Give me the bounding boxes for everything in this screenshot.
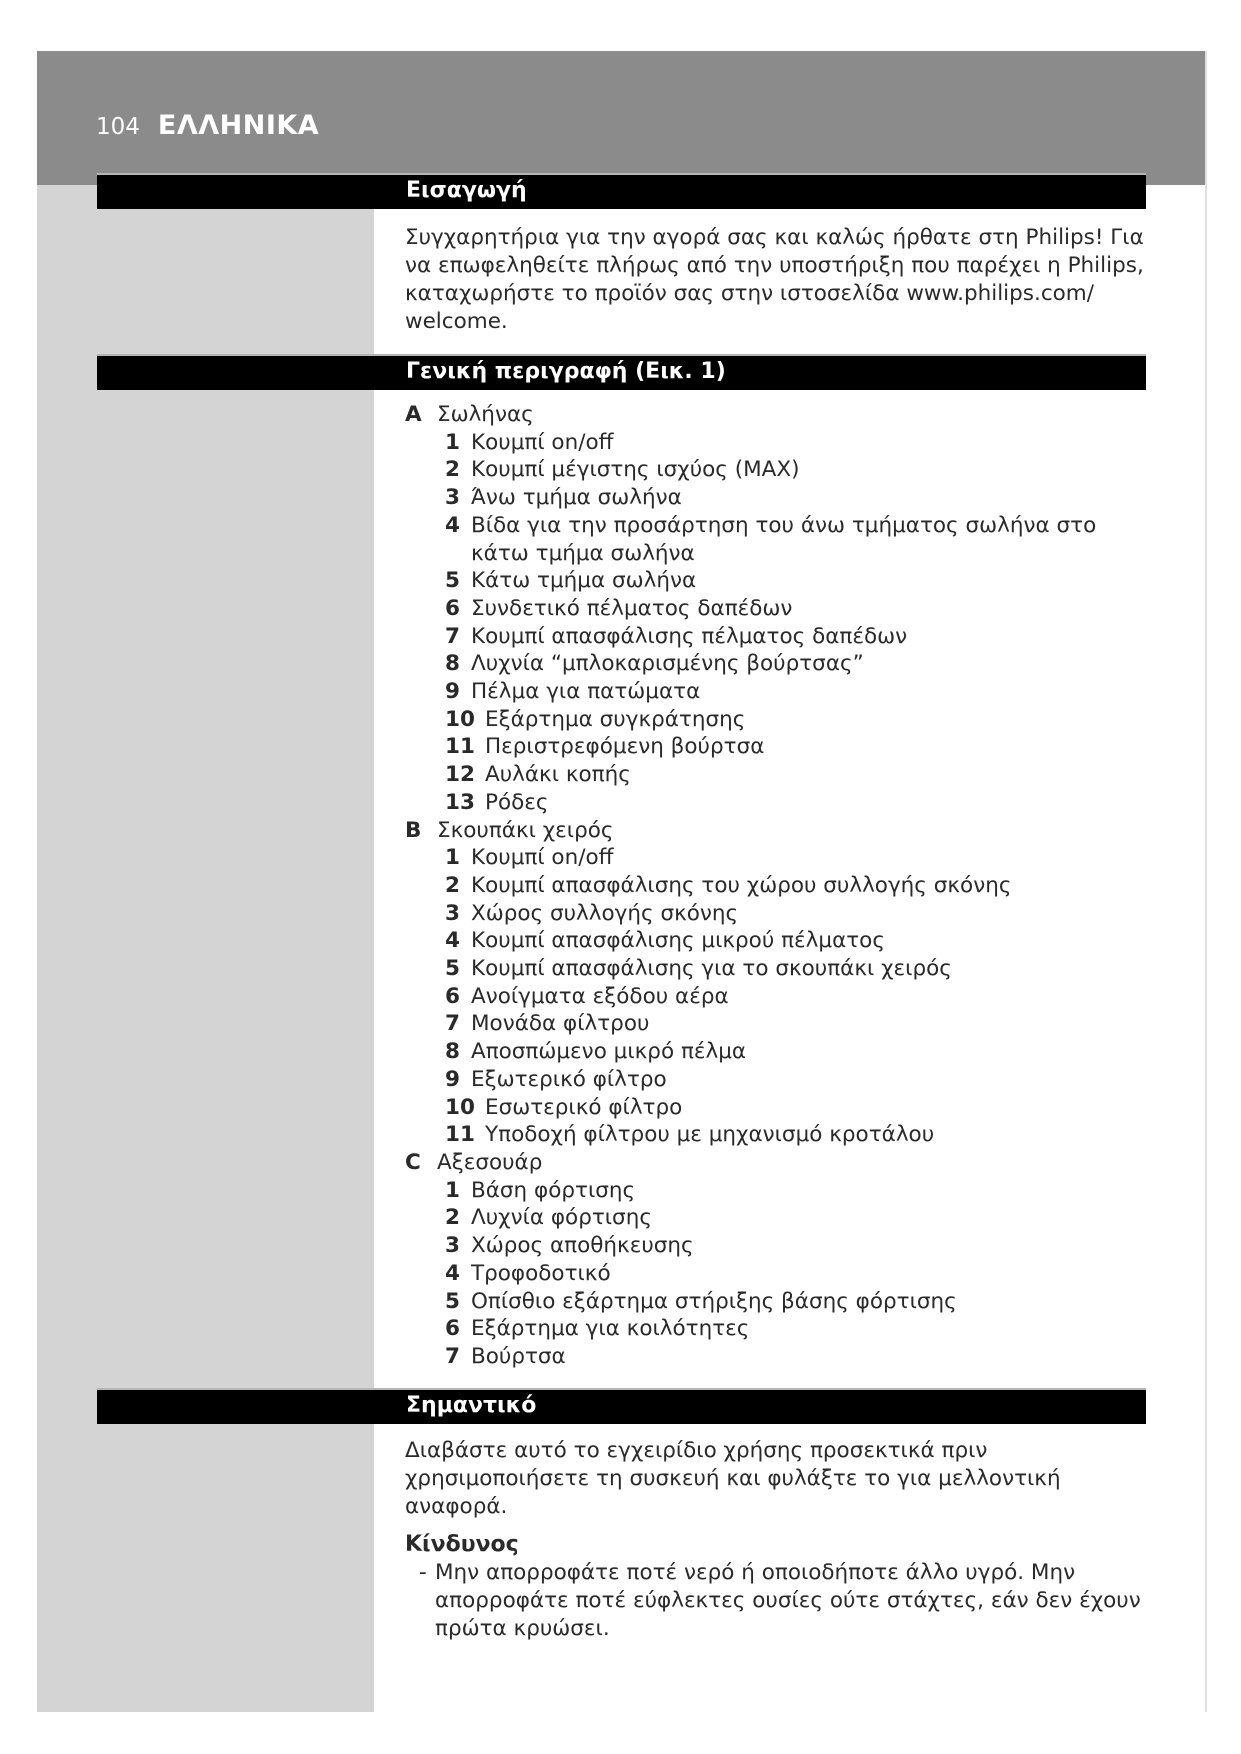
item-number: 7 (445, 623, 460, 649)
item-number: 5 (445, 568, 460, 594)
list-item (405, 955, 1145, 983)
group-heading (405, 401, 1145, 429)
list-item (405, 650, 1145, 678)
group-heading (405, 817, 1145, 845)
item-text: Περιστρεφόμενη βούρτσα (485, 734, 765, 760)
item-number: 7 (445, 1343, 460, 1369)
item-text: Κουμπί απασφάλισης του χώρου συλλογής σκόνης (471, 872, 1012, 898)
list-item (405, 1094, 1145, 1122)
item-number: 3 (445, 485, 460, 511)
page-language: ΕΛΛΗΝΙΚΑ (157, 110, 320, 141)
item-text: Συνδετικό πέλματος δαπέδων (471, 595, 793, 621)
item-text: Υποδοχή φίλτρου με μηχανισμό κροτάλου (485, 1122, 935, 1148)
list-item (405, 761, 1145, 789)
item-text: Κουμπί απασφάλισης για το σκουπάκι χειρός (471, 956, 952, 982)
list-item (405, 733, 1145, 761)
item-text: Χώρος συλλογής σκόνης (471, 900, 739, 926)
item-number: 10 (445, 706, 475, 732)
item-number: 9 (445, 1066, 460, 1092)
list-item (405, 1288, 1145, 1316)
item-number: 2 (445, 872, 460, 898)
item-text: Κουμπί απασφάλισης πέλματος δαπέδων (471, 623, 908, 649)
dash-bullet: - (419, 1560, 427, 1585)
list-item (405, 1177, 1145, 1205)
item-number: 13 (445, 789, 475, 815)
list-item (405, 872, 1145, 900)
item-number: 1 (445, 845, 460, 871)
group-label: Σωλήνας (437, 402, 534, 427)
item-number: 6 (445, 1316, 460, 1342)
list-item (405, 1343, 1145, 1371)
section-title-general: Γενική περιγραφή (Εικ. 1) (406, 359, 726, 384)
list-item (405, 678, 1145, 706)
item-text: Άνω τμήμα σωλήνα (471, 485, 682, 511)
item-number: 6 (445, 983, 460, 1009)
list-item (405, 1038, 1145, 1066)
item-text: Εσωτερικό φίλτρο (485, 1094, 683, 1120)
item-number: 7 (445, 1011, 460, 1037)
page-number: 104 (96, 114, 140, 140)
item-number: 5 (445, 956, 460, 982)
danger-heading: Κίνδυνος (405, 1532, 519, 1557)
list-item (405, 927, 1145, 955)
list-item (405, 900, 1145, 928)
group-heading (405, 1149, 1145, 1177)
section-title-important: Σημαντικό (406, 1393, 537, 1418)
list-item (405, 512, 1145, 567)
item-text: Κουμπί μέγιστης ισχύος (MAX) (471, 457, 800, 483)
item-text: Κάτω τμήμα σωλήνα (471, 568, 697, 594)
item-text: Χώρος αποθήκευσης (471, 1233, 694, 1259)
item-number: 4 (445, 512, 460, 538)
item-text: Αποσπώμενο μικρό πέλμα (471, 1039, 747, 1065)
item-text: Λυχνία φόρτισης (471, 1205, 652, 1231)
group-label: Σκουπάκι χειρός (437, 817, 614, 843)
item-number: 3 (445, 900, 460, 926)
section-title-intro: Εισαγωγή (406, 178, 527, 203)
item-text: Ανοίγματα εξόδου αέρα (471, 983, 729, 1009)
intro-line: καταχωρήστε το προϊόν σας στην ιστοσελίδα www.philips.com/ (405, 281, 1094, 306)
item-number: 2 (445, 1205, 460, 1231)
group-letter: A (405, 402, 422, 427)
general-description-list (405, 401, 1145, 1371)
list-item (405, 1204, 1145, 1232)
item-text: Μονάδα φίλτρου (471, 1011, 650, 1037)
item-number: 10 (445, 1094, 475, 1120)
list-item (405, 456, 1145, 484)
list-item (405, 706, 1145, 734)
item-text: Βίδα για την προσάρτηση του άνω τμήματος σωλήνα στο κάτω τμήμα σωλήνα (471, 512, 1097, 566)
item-number: 1 (445, 1177, 460, 1203)
item-number: 8 (445, 651, 460, 677)
list-item (405, 789, 1145, 817)
item-number: 2 (445, 457, 460, 483)
list-item (405, 983, 1145, 1011)
section-bar-general (97, 354, 1146, 390)
item-text: Βούρτσα (471, 1343, 566, 1369)
item-number: 5 (445, 1288, 460, 1314)
item-text: Εξάρτημα για κοιλότητες (471, 1316, 750, 1342)
item-text: Λυχνία “μπλοκαρισμένης βούρτσας” (471, 651, 864, 677)
item-number: 11 (445, 734, 475, 760)
group-letter: B (405, 817, 422, 843)
danger-item (405, 1559, 1145, 1643)
item-text: Ρόδες (485, 789, 549, 815)
item-text: Κουμπί απασφάλισης μικρού πέλματος (471, 928, 885, 954)
item-text: Πέλμα για πατώματα (471, 679, 701, 705)
intro-line: welcome. (405, 309, 508, 334)
page-header (96, 110, 319, 141)
danger-item-text: Μην απορροφάτε ποτέ νερό ή οποιοδήποτε άλλο υγρό. Μην απορροφάτε ποτέ εύφλεκτες ουσίες ούτε στάχτες, εάν δεν έχουν πρώτα κρυώσει. (435, 1560, 1141, 1641)
item-text: Κουμπί on/off (471, 429, 614, 455)
item-text: Κουμπί on/off (471, 845, 614, 871)
list-item (405, 1315, 1145, 1343)
list-item (405, 623, 1145, 651)
list-item (405, 567, 1145, 595)
item-number: 1 (445, 429, 460, 455)
list-item (405, 1232, 1145, 1260)
item-text: Εξάρτημα συγκράτησης (485, 706, 746, 732)
item-number: 8 (445, 1039, 460, 1065)
item-text: Τροφοδοτικό (471, 1260, 611, 1286)
list-item (405, 1010, 1145, 1038)
item-number: 4 (445, 1260, 460, 1286)
intro-line: Συγχαρητήρια για την αγορά σας και καλώς ήρθατε στη Philips! Για (405, 225, 1144, 250)
item-text: Εξωτερικό φίλτρο (471, 1066, 667, 1092)
group-label: Αξεσουάρ (437, 1149, 543, 1175)
item-number: 4 (445, 928, 460, 954)
important-line: χρησιμοποιήσετε τη συσκευή και φυλάξτε το για μελλοντική αναφορά. (405, 1466, 1061, 1519)
intro-line: να επωφεληθείτε πλήρως από την υποστήριξη που παρέχει η Philips, (405, 253, 1144, 278)
intro-text (405, 224, 1145, 336)
list-item (405, 429, 1145, 457)
list-item (405, 1066, 1145, 1094)
section-bar-important (97, 1388, 1146, 1424)
list-item (405, 595, 1145, 623)
list-item (405, 1260, 1145, 1288)
item-number: 9 (445, 679, 460, 705)
item-number: 12 (445, 762, 475, 788)
list-item (405, 484, 1145, 512)
group-letter: C (405, 1149, 421, 1175)
section-bar-intro (97, 173, 1146, 209)
item-number: 6 (445, 595, 460, 621)
right-edge-rule (1205, 51, 1207, 1712)
item-text: Βάση φόρτισης (471, 1177, 636, 1203)
side-margin-band (37, 185, 374, 1712)
list-item (405, 844, 1145, 872)
item-number: 3 (445, 1233, 460, 1259)
important-line: Διαβάστε αυτό το εγχειρίδιο χρήσης προσεκτικά πριν (405, 1438, 988, 1463)
list-item (405, 1121, 1145, 1149)
item-text: Αυλάκι κοπής (485, 762, 631, 788)
item-text: Οπίσθιο εξάρτημα στήριξης βάσης φόρτισης (471, 1288, 957, 1314)
item-number: 11 (445, 1122, 475, 1148)
important-text (405, 1437, 1145, 1643)
